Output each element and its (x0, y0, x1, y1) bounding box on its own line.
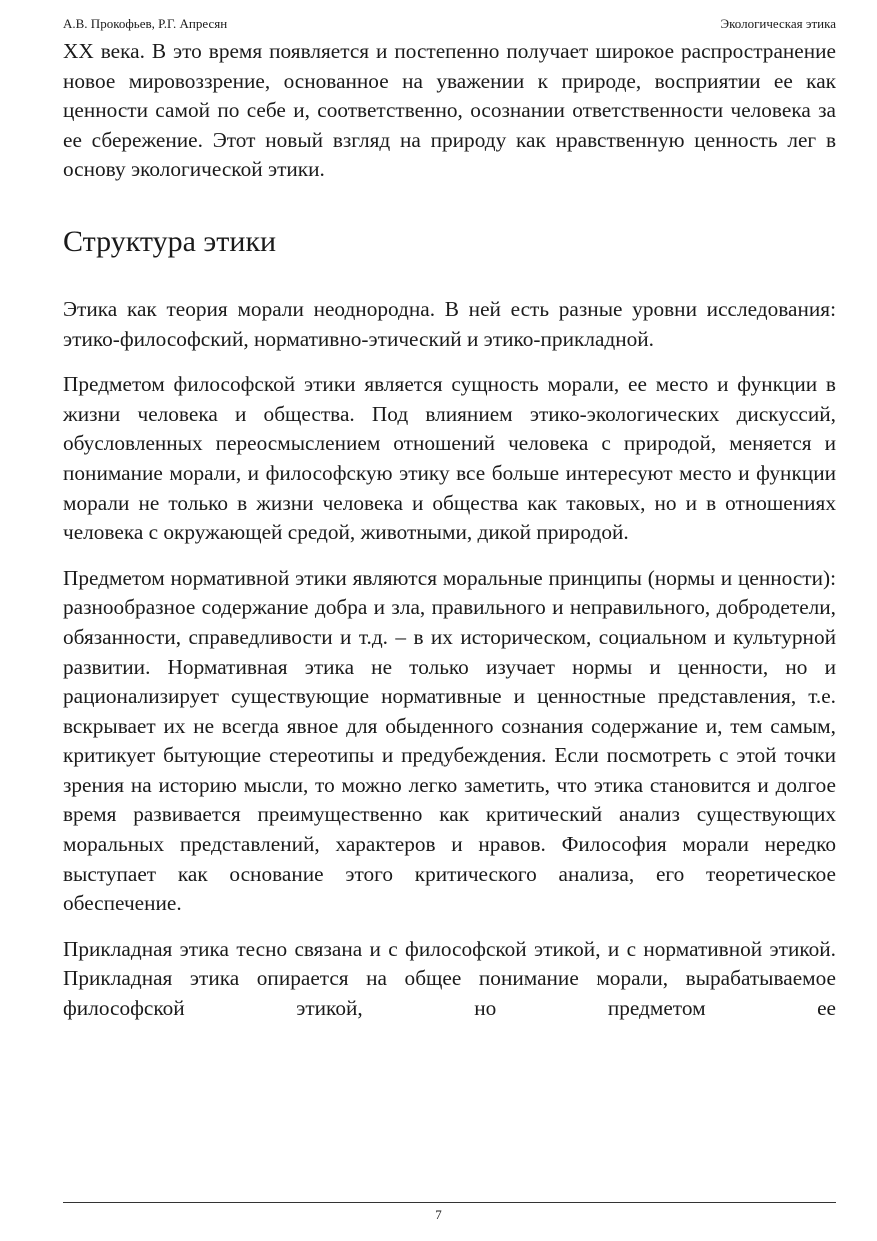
footer-rule (63, 1202, 836, 1203)
header-title: Экологическая этика (720, 16, 836, 31)
page-content (63, 37, 836, 1024)
section-heading: Структура этики (63, 224, 277, 258)
paragraph-intro-continued: XX века. В это время появляется и постепенно получает широкое распространение новое мировоззрение, основанное на уважении к природе, восприятии ее как ценности самой по себе и, соответственно, осознании ответственности человека за ее сбережение. Этот новый взгляд на природу как нравственную ценность лег в основу экологической этики. (63, 39, 836, 182)
paragraph-philosophical-ethics: Предметом философской этики является сущность морали, ее место и функции в жизни человека и общества. Под влиянием этико-экологических дискуссий, обусловленных переосмыслением отношений человека с природой, меняется и понимание морали, и философскую этику все больше интересуют место и функции морали не только в жизни человека и общества как таковых, но и в отношениях человека с окружающей средой, животными, дикой природой. (63, 372, 836, 545)
page-number: 7 (435, 1207, 442, 1222)
paragraph-applied-ethics: Прикладная этика тесно связана и с философской этикой, и с нормативной этикой. Прикладная этика опирается на общее понимание морали, вырабатываемое философской этикой, но предметом ее (63, 936, 836, 1021)
header-authors: А.В. Прокофьев, Р.Г. Апресян (63, 16, 228, 31)
running-header (63, 14, 836, 34)
paragraph-normative-ethics: Предметом нормативной этики являются моральные принципы (нормы и ценности): разнообразное содержание добра и зла, правильного и неправильного, добродетели, обязанности, справедливости и т.д. – в их историческом, социальном и культурной развитии. Нормативная этика не только изучает нормы и ценности, но и рационализирует существующие нормативные и ценностные представления, т.е. вскрывает их не всегда явное для обыденного сознания содержание и, тем самым, критикует бытующие стереотипы и предубеждения. Если посмотреть с этой точки зрения на историю мысли, то можно легко заметить, что этика становится и долгое время развивается преимущественно как критический анализ существующих моральных представлений, характеров и нравов. Философия морали нередко выступает как основание этого критического анализа, его теоретическое обеспечение. (63, 565, 836, 916)
paragraph-levels: Этика как теория морали неоднородна. В ней есть разные уровни исследования: этико-философский, нормативно-этический и этико-прикладной. (63, 296, 836, 351)
